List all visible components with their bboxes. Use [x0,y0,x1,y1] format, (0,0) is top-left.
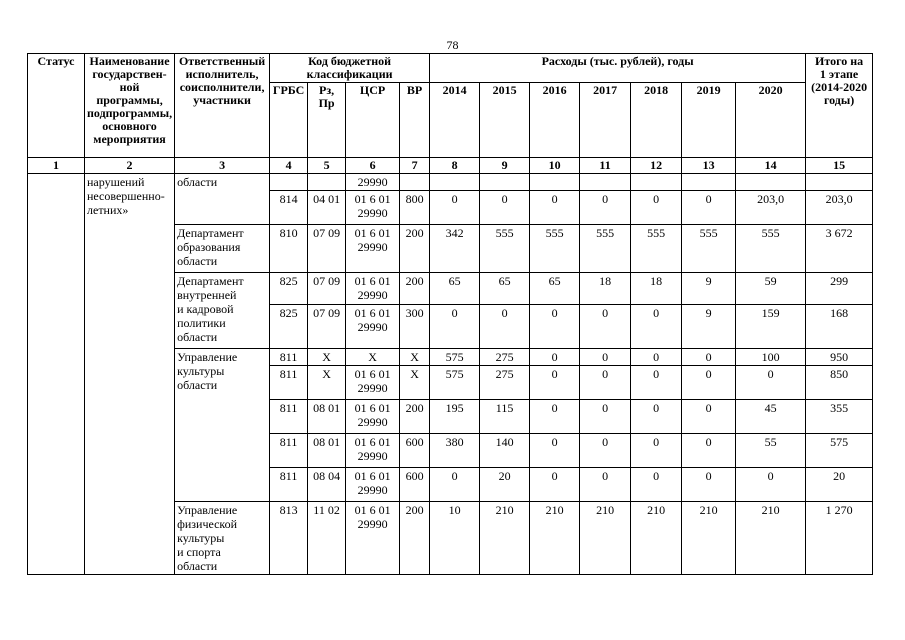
grbs-cell: 813 [270,502,308,575]
column-number: 8 [430,158,480,174]
rzpr-cell: 07 09 [308,305,346,349]
value-cell: 0 [580,305,631,349]
value-cell: 203,0 [736,191,806,225]
total-cell: 20 [806,468,873,502]
rzpr-cell: 08 04 [308,468,346,502]
column-number: 1 [28,158,85,174]
csr-cell: 01 6 01 29990 [346,273,400,305]
value-cell: 0 [580,400,631,434]
value-cell: 0 [480,305,530,349]
grbs-cell: 814 [270,191,308,225]
value-cell: 0 [682,191,736,225]
column-number: 10 [530,158,580,174]
value-cell: 0 [682,400,736,434]
value-cell: 0 [580,191,631,225]
value-cell: 210 [631,502,682,575]
value-cell: 0 [631,400,682,434]
executor-cell: области [175,174,270,225]
value-cell [580,174,631,191]
value-cell: 20 [480,468,530,502]
total-cell: 850 [806,366,873,400]
value-cell: 65 [430,273,480,305]
table-header [28,54,873,174]
value-cell [530,174,580,191]
value-cell: 210 [736,502,806,575]
value-cell: 0 [530,400,580,434]
csr-cell: 29990 [346,174,400,191]
vr-cell: Х [400,366,430,400]
column-number: 15 [806,158,873,174]
value-cell: 210 [480,502,530,575]
column-number: 9 [480,158,530,174]
grbs-cell: 811 [270,434,308,468]
value-cell: 0 [631,305,682,349]
vr-cell: 200 [400,400,430,434]
header-name: Наименование государствен- ной программы, подпрограммы, основного мероприятия [85,54,175,158]
value-cell: 140 [480,434,530,468]
header-vr: ВР [400,83,430,158]
column-number: 13 [682,158,736,174]
value-cell: 0 [480,191,530,225]
budget-table [27,53,873,575]
executor-cell: Департамент образования области [175,225,270,273]
column-number: 2 [85,158,175,174]
status-cell [28,174,85,575]
total-cell: 168 [806,305,873,349]
column-number: 7 [400,158,430,174]
value-cell: 0 [682,349,736,366]
rzpr-cell: 08 01 [308,434,346,468]
vr-cell: 200 [400,273,430,305]
value-cell: 0 [430,191,480,225]
column-number: 5 [308,158,346,174]
header-year: 2014 [430,83,480,158]
csr-cell: 01 6 01 29990 [346,366,400,400]
total-cell: 1 270 [806,502,873,575]
header-year: 2020 [736,83,806,158]
rzpr-cell: Х [308,366,346,400]
header-year: 2016 [530,83,580,158]
value-cell: 275 [480,349,530,366]
total-cell: 299 [806,273,873,305]
value-cell: 575 [430,349,480,366]
header-year: 2019 [682,83,736,158]
program-name-cell: нарушений несовершенно- летних» [85,174,175,575]
value-cell: 575 [430,366,480,400]
value-cell: 0 [430,468,480,502]
column-number: 11 [580,158,631,174]
value-cell: 65 [530,273,580,305]
column-number: 6 [346,158,400,174]
value-cell: 0 [530,305,580,349]
rzpr-cell: 11 02 [308,502,346,575]
value-cell: 380 [430,434,480,468]
value-cell: 65 [480,273,530,305]
value-cell: 59 [736,273,806,305]
value-cell: 0 [736,468,806,502]
vr-cell: 800 [400,191,430,225]
header-year: 2017 [580,83,631,158]
total-cell [806,174,873,191]
value-cell: 0 [631,349,682,366]
executor-cell: Управление культуры области [175,349,270,502]
total-cell: 575 [806,434,873,468]
value-cell [736,174,806,191]
value-cell: 45 [736,400,806,434]
value-cell: 9 [682,305,736,349]
header-expenses: Расходы (тыс. рублей), годы [430,54,806,83]
value-cell: 0 [530,349,580,366]
vr-cell: 600 [400,434,430,468]
value-cell: 555 [480,225,530,273]
value-cell: 100 [736,349,806,366]
value-cell: 9 [682,273,736,305]
value-cell: 0 [682,468,736,502]
value-cell: 555 [580,225,631,273]
table-row [28,174,873,191]
header-grbs: ГРБС [270,83,308,158]
header-executor: Ответственный исполнитель, соисполнители, участники [175,54,270,158]
vr-cell: 300 [400,305,430,349]
header-status: Статус [28,54,85,158]
value-cell: 275 [480,366,530,400]
grbs-cell: 825 [270,305,308,349]
value-cell: 0 [631,468,682,502]
column-number-row [28,158,873,174]
total-cell: 3 672 [806,225,873,273]
csr-cell: 01 6 01 29990 [346,400,400,434]
grbs-cell: 811 [270,400,308,434]
value-cell: 18 [580,273,631,305]
value-cell: 0 [530,434,580,468]
vr-cell: 200 [400,502,430,575]
header-total: Итого на 1 этапе (2014-2020 годы) [806,54,873,158]
header-budget-code: Код бюджетной классификации [270,54,430,83]
value-cell: 10 [430,502,480,575]
executor-cell: Департамент внутренней и кадровой политики области [175,273,270,349]
rzpr-cell: Х [308,349,346,366]
rzpr-cell: 07 09 [308,273,346,305]
column-number: 14 [736,158,806,174]
value-cell: 0 [631,434,682,468]
value-cell: 210 [682,502,736,575]
value-cell [631,174,682,191]
value-cell: 195 [430,400,480,434]
csr-cell: 01 6 01 29990 [346,225,400,273]
grbs-cell: 811 [270,468,308,502]
column-number: 3 [175,158,270,174]
column-number: 4 [270,158,308,174]
value-cell: 0 [580,468,631,502]
grbs-cell: 811 [270,349,308,366]
value-cell [682,174,736,191]
rzpr-cell: 04 01 [308,191,346,225]
total-cell: 355 [806,400,873,434]
csr-cell: 01 6 01 29990 [346,502,400,575]
csr-cell: 01 6 01 29990 [346,305,400,349]
value-cell: 0 [631,191,682,225]
grbs-cell: 810 [270,225,308,273]
grbs-cell: 811 [270,366,308,400]
value-cell: 0 [682,434,736,468]
value-cell: 0 [682,366,736,400]
header-rzpr: Рз, Пр [308,83,346,158]
vr-cell: 200 [400,225,430,273]
value-cell: 0 [530,366,580,400]
value-cell: 159 [736,305,806,349]
rzpr-cell [308,174,346,191]
value-cell [480,174,530,191]
value-cell: 555 [736,225,806,273]
csr-cell: 01 6 01 29990 [346,434,400,468]
value-cell: 0 [580,349,631,366]
vr-cell [400,174,430,191]
header-year: 2015 [480,83,530,158]
vr-cell: 600 [400,468,430,502]
value-cell: 115 [480,400,530,434]
csr-cell: Х [346,349,400,366]
column-number: 12 [631,158,682,174]
csr-cell: 01 6 01 29990 [346,191,400,225]
table-body [28,174,873,575]
value-cell: 0 [736,366,806,400]
rzpr-cell: 08 01 [308,400,346,434]
value-cell: 18 [631,273,682,305]
value-cell: 0 [631,366,682,400]
total-cell: 950 [806,349,873,366]
vr-cell: Х [400,349,430,366]
value-cell: 0 [580,366,631,400]
value-cell: 555 [631,225,682,273]
grbs-cell [270,174,308,191]
value-cell: 55 [736,434,806,468]
total-cell: 203,0 [806,191,873,225]
value-cell: 0 [430,305,480,349]
value-cell: 210 [530,502,580,575]
value-cell: 0 [580,434,631,468]
value-cell: 555 [682,225,736,273]
csr-cell: 01 6 01 29990 [346,468,400,502]
grbs-cell: 825 [270,273,308,305]
header-csr: ЦСР [346,83,400,158]
value-cell: 555 [530,225,580,273]
value-cell [430,174,480,191]
value-cell: 342 [430,225,480,273]
value-cell: 0 [530,468,580,502]
value-cell: 210 [580,502,631,575]
page-number: 78 [446,38,459,52]
header-year: 2018 [631,83,682,158]
value-cell: 0 [530,191,580,225]
rzpr-cell: 07 09 [308,225,346,273]
executor-cell: Управление физической культуры и спорта области [175,502,270,575]
